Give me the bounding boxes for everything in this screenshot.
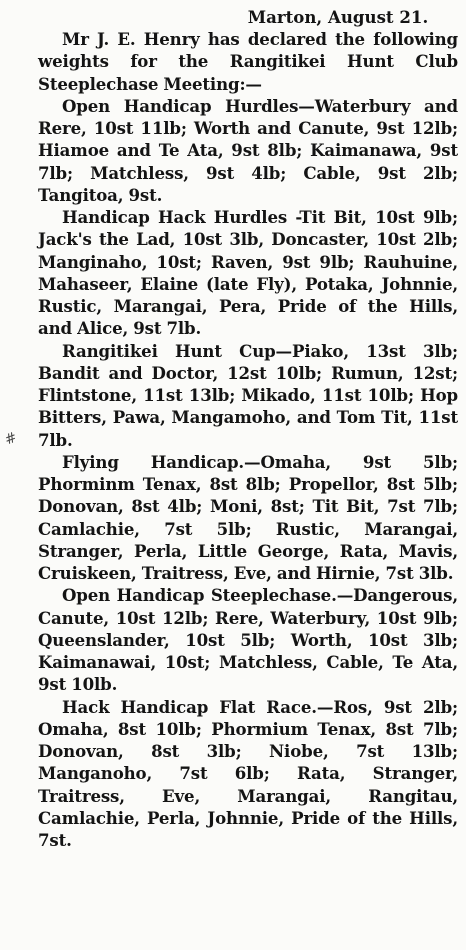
article-intro-paragraph: Mr J. E. Henry has declared the following weights for the Rangitikei Hunt Club Steeplechase Meeting:—: [38, 29, 458, 94]
race-flying-handicap: Flying Handicap.—Omaha, 9st 5lb; Phorminm Tenax, 8st 8lb; Propellor, 8st 5lb; Donovan, 8st 4lb; Moni, 8st; Tit Bit, 7st 7lb; Camlachie, 7st 5lb; Rustic, Marangai, Stranger, Perla, Little George, Rata, Mavis, Cruiskeen, Traitress, Eve, and Hirnie, 7st 3lb.: [38, 451, 458, 583]
dateline: Marton, August 21.: [247, 7, 429, 27]
race-open-handicap-hurdles: Open Handicap Hurdles—Waterbury and Rere, 10st 11lb; Worth and Canute, 9st 12lb; Hiamoe and Te Ata, 9st 8lb; Kaimanawa, 9st 7lb; Matchless, 9st 4lb; Cable, 9st 2lb; Tangitoa, 9st.: [38, 95, 458, 205]
race-open-handicap-steeplechase: Open Handicap Steeplechase.—Dangerous, Canute, 10st 12lb; Rere, Waterbury, 10st 9lb; Queenslander, 10st 5lb; Worth, 10st 3lb; Kaimanawai, 10st; Matchless, Cable, Te Ata, 9st 10lb.: [38, 585, 458, 695]
race-rangitikei-hunt-cup: Rangitikei Hunt Cup—Piako, 13st 3lb; Bandit and Doctor, 12st 10lb; Rumun, 12st; Flintstone, 11st 13lb; Mikado, 11st 10lb; Hop Bitters, Pawa, Mangamoho, and Tom Tit, 11st 7lb.: [38, 340, 458, 450]
race-hack-handicap-flat-race: Hack Handicap Flat Race.—Ros, 9st 2lb; Omaha, 8st 10lb; Phormium Tenax, 8st 7lb; Donovan, 8st 3lb; Niobe, 7st 13lb; Manganoho, 7st 6lb; Rata, Stranger, Traitress, Eve, Marangai, Rangitau, Camlachie, Perla, Johnnie, Pride of the Hills, 7st.: [38, 696, 458, 850]
margin-mark: #: [2, 429, 20, 449]
race-handicap-hack-hurdles: Handicap Hack Hurdles -Tit Bit, 10st 9lb; Jack's the Lad, 10st 3lb, Doncaster, 10st 2lb; Manginaho, 10st; Raven, 9st 9lb; Rauhuine, Mahaseer, Elaine (late Fly), Potaka, Johnnie, Rustic, Marangai, Pera, Pride of the Hills, and Alice, 9st 7lb.: [38, 207, 458, 339]
